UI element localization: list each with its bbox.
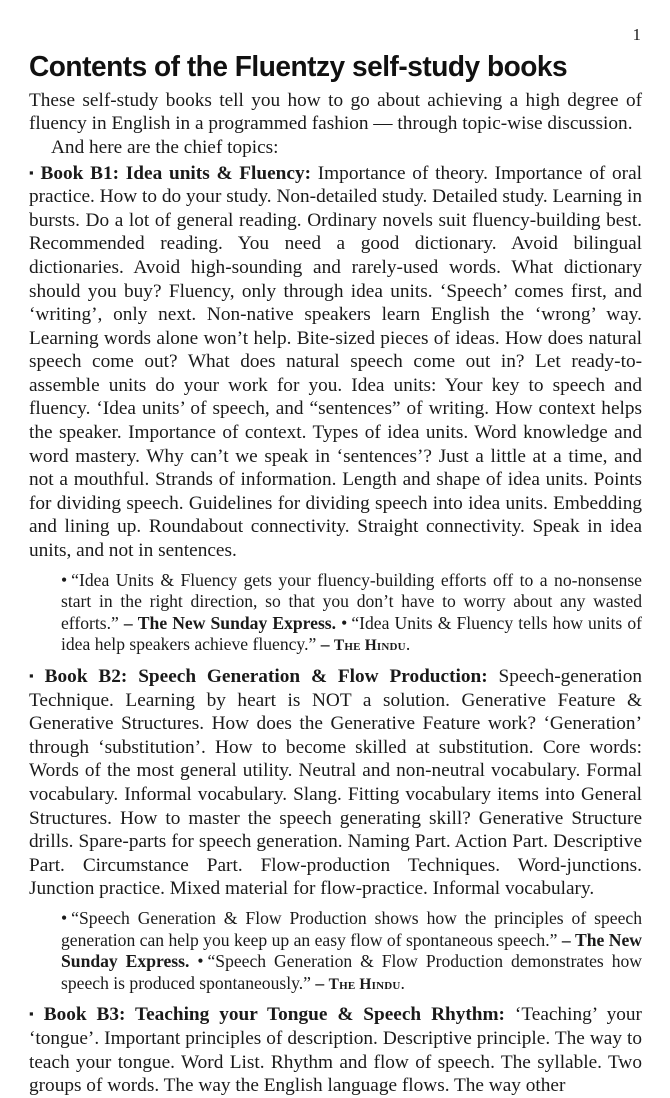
quote-text-b1-2: “Idea Units & Fluency tells how units of idea help speakers achieve fluency.” — [61, 612, 643, 655]
quote-text-b2-2: “Speech Generation & Flow Production demonstrates how speech is produced spontaneously.” — [61, 951, 643, 993]
page-number: 1 — [632, 25, 641, 44]
quote-text-b1-1: “Idea Units & Fluency gets your fluency-building efforts off to a no-nonsense start in the right direction, so that you don’t have to worry about any wasted efforts.” — [61, 569, 642, 633]
quote-source-b1-1: The New Sunday Express. — [137, 612, 337, 633]
intro-paragraph: These self-study books tell you how to go about achieving a high degree of fluency in English in a programmed fashion — through topic-wise discussion. — [29, 89, 642, 135]
quote-dash-b2-2: – — [315, 972, 325, 993]
quote-source-b2-1: The New Sunday Express. — [61, 929, 642, 972]
square-bullet-icon: ▪ — [29, 668, 40, 684]
book-body-b2: Speech-generation Technique. Learning by heart is NOT a solution. Generative Feature & Generative Structures. How does the Generative Feature work? ‘Generation’ through ‘substitution’. How to become skilled at substitution. Core words: Words of the most general utility. Neutral and non-neutral vocabulary. Formal vocabulary. Informal vocabulary. Slang. Fitting vocabulary items into General Structures. How to master the speech generating skill? Generative Structure drills. Spare-parts for speech generation. Naming Part. Action Part. Descriptive Part. Circumstance Part. Flow-production Techniques. Word-junctions. Junction practice. Mixed material for flow-practice. Informal vocabulary. — [29, 666, 643, 900]
quote-source-b1-2: The Hindu — [333, 637, 406, 655]
quote-source-suffix-b2-2: . — [400, 972, 405, 993]
book-section-b3 — [29, 1003, 642, 1097]
square-bullet-icon: ▪ — [29, 164, 36, 180]
quote-dash-b2-1: – — [561, 929, 571, 950]
quote-source-b2-2: The Hindu — [328, 975, 401, 993]
quote-block-b1 — [29, 570, 642, 657]
book-title-b1: Book B1: Idea units & Fluency: — [40, 162, 312, 184]
book-title-b3: Book B3: Teaching your Tongue & Speech Rhythm: — [43, 1004, 505, 1026]
page-content — [29, 52, 642, 1098]
round-bullet-icon: • — [61, 569, 68, 590]
quote-dash-b1-1: – — [123, 612, 133, 633]
quote-source-suffix-b1-2: . — [405, 634, 411, 655]
quote-dash-b1-2: – — [320, 634, 330, 655]
book-title-b2: Book B2: Speech Generation & Flow Production: — [44, 666, 488, 688]
quote-text-b2-1: “Speech Generation & Flow Production shows how the principles of speech generation can help you keep up an easy flow of spontaneous speech.” — [61, 907, 642, 950]
book-section-b1 — [29, 162, 642, 563]
round-bullet-icon: • — [61, 907, 68, 928]
quote-block-b2 — [29, 908, 642, 995]
round-bullet-icon: • — [197, 951, 204, 972]
round-bullet-icon: • — [341, 612, 348, 633]
lead-in-paragraph: And here are the chief topics: — [51, 136, 279, 158]
book-body-b3: ‘Teaching’ your ‘tongue’. Important principles of description. Descriptive principle. The way to teach your tongue. Word List. Rhythm and flow of speech. The syllable. Two groups of words. The way the English language flows. The way other — [29, 1004, 642, 1097]
book-section-b2 — [29, 665, 642, 901]
square-bullet-icon: ▪ — [29, 1006, 39, 1022]
page-title: Contents of the Fluentzy self-study books — [29, 51, 568, 83]
book-body-b1: Importance of theory. Importance of oral practice. How to do your study. Non-detailed study. Detailed study. Learning in bursts. Do a lot of general reading. Ordinary novels suit fluency-building best. Recommended reading. You need a good dictionary. Avoid bilingual dictionaries. Avoid high-sounding and rarely-used words. What dictionary should you buy? Fluency, only through idea units. ‘Speech’ comes first, and ‘writing’, only next. Non-native speakers learn English the ‘wrong’ way. Learning words alone won’t help. Bite-sized pieces of ideas. How does natural speech come out? What does natural speech come out in? Let ready-to-assemble units do your work for you. Idea units: Your key to speech and fluency. ‘Idea units’ of speech, and “sentences” of writing. How context helps the speaker. Importance of context. Types of idea units. Word knowledge and word mastery. Why can’t we speak in ‘sentences’? Just a little at a time, and not a mouthful. Strands of information. Length and shape of idea units. Points for dividing speech. Guidelines for dividing speech into idea units. Embedding and lining up. Roundabout connectivity. Straight connectivity. Speak in idea units, and not in sentences. — [29, 162, 642, 562]
